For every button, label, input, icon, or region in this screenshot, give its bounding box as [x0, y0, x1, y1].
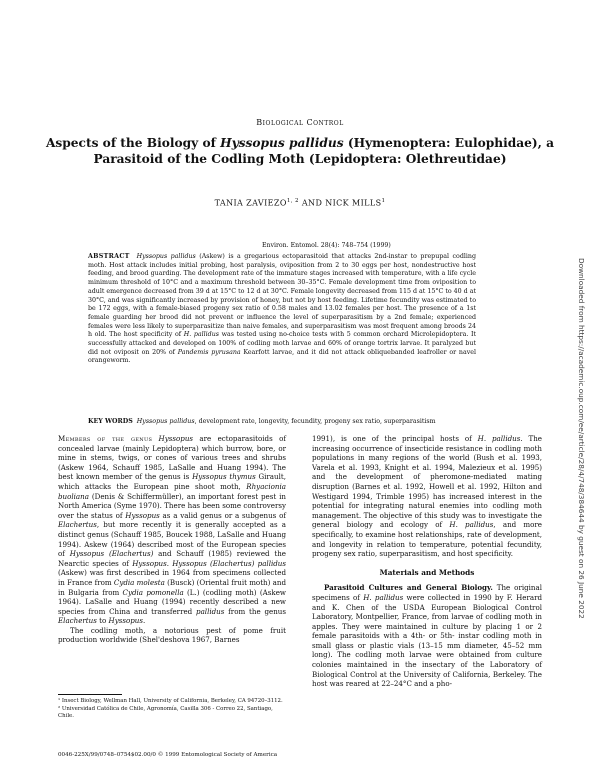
- species-name: Rhyacionia buoliana: [58, 481, 286, 501]
- species-name: Elachertus: [58, 520, 97, 530]
- title-species: Hyssopus pallidus: [220, 136, 344, 150]
- section-tag: Biological Control: [256, 118, 344, 127]
- download-watermark-text: Downloaded from https://academic.oup.com/ee/article/28/4/748/384644 by guest on 26 June 2022: [577, 258, 586, 619]
- species-name: Hyssopus. Hyssopus (Elachertus) pallidus: [128, 558, 286, 568]
- body-text: (Denis & Schiffermüller), an important forest pest in North America (Syme 1970). There has been some controversy over the status of: [58, 491, 286, 520]
- body-column-right: [312, 434, 542, 689]
- body-text: from the genus: [224, 606, 286, 616]
- body-text: , and more specifically, to examine host relationships, rate of development, and longevity in relation to temperature, potential fecundity, progeny sex ratio, superparasitism, and host specificity.: [312, 520, 542, 559]
- footnote-2: ² Universidad Católica de Chile, Agronomía, Casilla 306 - Correo 22, Santiago, Chile.: [58, 706, 273, 720]
- body-text: were collected in 1990 by F. Herard and K. Chen of the USDA European Biological Control Laboratory, Montpellier, France, from larvae of codling moth in apples. They were maintained in culture by placing 1 or 2 female parasitoids with a 4th- or 5th- instar codling moth in small glass or plastic vials (13–15 mm diameter, 45–52 mm long). The codling moth larvae were obtained from culture colonies maintained in the insectary of the Laboratory of Biological Control at the University of California, Berkeley. The host was reared at 22–24°C and a pho-: [312, 592, 543, 689]
- intro-lead-in: Members of the genus: [58, 434, 153, 443]
- body-text: Girault, which attacks the European pine shoot moth,: [58, 472, 286, 491]
- abstract-species-3: Pandemis pyrusana: [177, 348, 241, 356]
- species-name: Hyssopus (Elachertus): [64, 549, 154, 559]
- intro-paragraph-2: The codling moth, a notorious pest of pome fruit production worldwide (Shel'deshova 1967, Barnes: [58, 625, 286, 645]
- species-name: Elachertus: [58, 616, 97, 626]
- title-pre: Aspects of the Biology of: [45, 136, 221, 150]
- author-line: [0, 198, 600, 208]
- species-name: H. pallidus: [471, 434, 521, 443]
- abstract: [88, 253, 476, 366]
- body-text: (Askew) was first described in 1964 from specimens collected in France from: [58, 568, 286, 587]
- section-heading-methods: Materials and Methods: [379, 567, 475, 577]
- author-conjunction: AND: [298, 198, 326, 208]
- methods-paragraph: [312, 583, 542, 689]
- body-column-left: [58, 434, 286, 645]
- author-1: TANIA ZAVIEZO: [214, 198, 287, 208]
- species-name: pallidus: [192, 606, 225, 616]
- footnote-1: ¹ Insect Biology, Wellman Hall, University of California, Berkeley, CA 94720–3112.: [58, 698, 283, 704]
- abstract-species: Hyssopus pallidus: [136, 253, 196, 260]
- abstract-label: ABSTRACT: [88, 253, 130, 260]
- footnote-divider: [58, 694, 122, 695]
- species-name: Cydia molesta: [111, 577, 165, 587]
- author-2-affiliation: 1: [381, 198, 386, 204]
- abstract-text-3: Kearfott larvae, and it did not attack obliquebanded leafroller or navel orangeworm.: [88, 348, 476, 365]
- species-name: Hyssopus: [152, 434, 194, 443]
- intro-continued: [312, 434, 542, 559]
- body-text: (L.) (codling moth) (Askew 1964). LaSalle and Huang (1994) recently described a new species from China and transferred: [58, 587, 286, 616]
- body-text: . The increasing occurrence of insecticide resistance in codling moth populations in many regions of the world (Bush et al. 1993, Varela et al. 1993, Knight et al. 1994, Malezieux et al. 1995) and the development of pheromone-mediated mating disruption (Barnes et al. 1992, Howell et al. 1992, Hilton and Westigard 1994, Trimble 1995) has increased interest in the potential for integrating natural enemies into codling moth management. The objective of this study was to investigate the general biology and ecology of: [312, 434, 542, 530]
- abstract-text: (Askew) is a gregarious ectoparasitoid that attacks 2nd-instar to prepupal codling moth. Host attack includes initial probing, host paralysis, oviposition from 2 to 30 eggs per host, nondestructive host feeding, and brood guarding. The development rate of the immature stages increased with temperature, with a life cycle minimum threshold of 10°C and a maximum threshold between 30–35°C. Female development time from oviposition to adult emergence decreased from 39 d at 15°C to 12 d at 30°C. Female longevity decreased from 115 d at 15°C to 40 d at 30°C, and was significantly increased by provision of honey, but not by host feeding. Lifetime fecundity was estimated to be 172 eggs, with a female-biased progeny sex ratio of 0.58 males and 13.02 females per host. The presence of a 1st female guarding her brood did not prevent or influence the level of superparasitism by a 2nd female; experienced females were less likely to superparasitize than naive females, and superparasitism was most frequent among broods 24 h old. The host specificity of: [88, 253, 476, 339]
- title-post: (Hymenoptera: Eulophidae), a Parasitoid of the Codling Moth (Lepidoptera: Olethreutidae): [93, 136, 555, 166]
- body-text: as a valid genus or a subgenus of: [159, 510, 286, 520]
- keywords-species: Hyssopus pallidus: [136, 418, 195, 425]
- body-text: 1991), is one of the principal hosts of: [312, 434, 472, 443]
- species-name: H. pallidus: [442, 520, 494, 530]
- keywords-label: KEY WORDS: [88, 418, 133, 425]
- article-title: [40, 136, 560, 167]
- author-1-affiliation: 1, 2: [286, 198, 299, 204]
- species-name: Hyssopus thymus: [189, 472, 256, 482]
- keywords: [88, 418, 476, 427]
- species-name: Hyssopus: [106, 616, 144, 626]
- species-name: Cydia pomonella: [119, 587, 184, 597]
- keywords-text: , development rate, longevity, fecundity, progeny sex ratio, superparasitism: [194, 418, 436, 425]
- body-text: (Busck) (Oriental fruit moth) and in Bulgaria from: [58, 577, 286, 597]
- intro-paragraph: [58, 434, 286, 626]
- body-text: and Schauff (1985) reviewed the Nearctic species of: [58, 549, 286, 568]
- abstract-species-2: H. pallidus: [183, 331, 219, 339]
- body-text: to: [96, 616, 107, 626]
- download-watermark: [577, 258, 596, 678]
- species-name: Hyssopus: [122, 510, 160, 520]
- journal-citation: Environ. Entomol. 28(4): 748–754 (1999): [262, 242, 391, 249]
- body-text: , but more recently it is generally accepted as a distinct genus (Schauff 1985, Boucek 1988, LaSalle and Huang 1994). Askew (1964) described most of the European species of: [58, 520, 286, 559]
- abstract-text-2: was tested using no-choice tests with 5 common orchard Microlepidoptera. It successfully attacked and developed on 100% of codling moth larvae and 60% of orange tortrix larvae. It paralyzed but did not oviposit on 20% of: [88, 331, 476, 356]
- body-text: .: [143, 616, 146, 626]
- body-text: are ectoparasitoids of concealed larvae (mainly Lepidoptera) which burrow, bore, or mine in stems, twigs, or cones of various trees and shrubs (Askew 1964, Schauff 1985, LaSalle and Huang 1994). The best known member of the genus is: [58, 434, 286, 482]
- author-2: NICK MILLS: [325, 198, 382, 208]
- species-name: H. pallidus: [359, 592, 404, 602]
- copyright-line: 0046-225X/99/0748–0754$02.00/0 © 1999 Entomological Society of America: [58, 752, 278, 758]
- paragraph-heading: Parasitoid Cultures and General Biology.: [324, 583, 493, 593]
- body-text: The original specimens of: [312, 583, 542, 602]
- footnotes: [58, 698, 286, 722]
